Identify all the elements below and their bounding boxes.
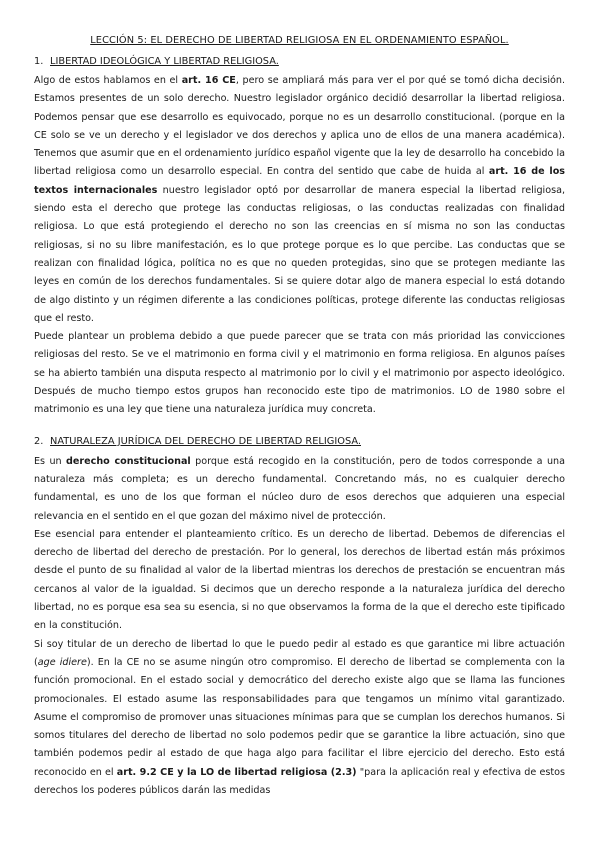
text-run: Si soy titular de un derecho de libertad lo que le puedo pedir al estado es que garantice mi libre actuación ( [34,638,565,668]
italic-text: age idiere [37,656,87,668]
text-run: nuestro legislador optó por desarrollar de manera especial la libertad religiosa, siendo esta el derecho que protege las conductas religiosas, o las conductas realizadas con finalidad religiosa. Lo que está protegiendo el derecho no son las creencias en sí misma no son las conductas religiosas, si no su libre manifestación, es lo que protege porque es lo que percibe. Las conductas que se realizan con finalidad lógica, política no es que no queden protegidas, sino que se protegen mediante las leyes en común de los derechos fundamentales. Si se quiere dotar algo de manera especial lo está dotando de algo distinto y un régimen diferente a las condiciones políticas, protege diferente las conductas religiosas que el resto. [34,184,565,324]
text-run: "para la aplicación real y efectiva de estos derechos los poderes públicos darán las medidas [34,766,565,796]
bold-text: art. 9.2 CE y la LO de libertad religiosa (2.3) [116,766,357,778]
section-2-paragraph-1 [34,453,565,526]
section-2-paragraph-2 [34,526,565,636]
section-1-body [34,72,565,420]
bold-text: art. 16 de los textos internacionales [34,166,565,196]
text-run: Algo de estos hablamos en el [34,75,182,86]
section-2-heading-text: NATURALEZA JURÍDICA DEL DERECHO DE LIBERTAD RELIGIOSA. [50,435,361,447]
bold-text: art. 16 CE [181,75,236,86]
text-run: ). En la CE no se asume ningún otro compromiso. El derecho de libertad se complementa con la función promocional. En el estado social y democrático del derecho existe algo que se llama las funciones promocionales. El estado asume las responsabilidades para que tengamos un mínimo vital garantizado. Asume el compromiso de promover unas situaciones mínimas para que se cumplan los derechos humanos. Si somos titulares del derecho de libertad no solo podemos pedir que se garantice la libre actuación, sino que también podemos pedir al estado de que haga algo para facilitar el libre ejercicio del derecho. Esto está reconocido en el [34,656,566,778]
section-1-paragraph-2 [34,328,565,419]
section-1-heading-text: LIBERTAD IDEOLÓGICA Y LIBERTAD RELIGIOSA. [50,56,279,67]
text-run: Puede plantear un problema debido a que puede parecer que se trata con más prioridad las convicciones religiosas del resto. Se ve el matrimonio en forma civil y el matrimonio en forma religiosa. En algunos países se ha abierto también una disputa respecto al matrimonio por lo civil y el matrimonio por aspecto ideológico. Después de mucho tiempo estos grupos han reconocido este tipo de matrimonios. LO de 1980 sobre el matrimonio es una ley que tiene una naturaleza jurídica muy concreta. [34,331,565,416]
text-run: porque está recogido en la constitución, pero de todos corresponde a una naturaleza más completa; es un derecho fundamental. Concretando más, no es cualquier derecho fundamental, es uno de los que forman el núcleo duro de esos derechos que adquieren una especial relevancia en el sentido en el que gozan del máximo nivel de protección. [34,455,565,522]
text-run: Ese esencial para entender el planteamiento crítico. Es un derecho de libertad. Debemos de diferencias el derecho de libertad del derecho de prestación. Por lo general, los derechos de libertad están más próximos desde el punto de su finalidad al valor de la libertad mientras los derechos de prestación se encuentran más cercanos al valor de la igualdad. Si decimos que un derecho responde a la naturaleza jurídica del derecho libertad, no es porque esa sea su esencia, si no que observamos la forma de la que el derecho este tipificado en la constitución. [34,528,565,632]
document-title: LECCIÓN 5: EL DERECHO DE LIBERTAD RELIGIOSA EN EL ORDENAMIENTO ESPAÑOL. [90,35,509,46]
section-2-body [34,453,565,801]
bold-text: derecho constitucional [66,455,191,467]
section-1-heading [34,54,565,70]
text-run: , pero se ampliará más para ver el por qué se tomó dicha decisión. Estamos presentes de un solo derecho. Nuestro legislador orgánico decidió desarrollar la libertad religiosa. Podemos pensar que ese desarrollo es equivocado, porque no es un desarrollo constitucional. (porque en la CE solo se ve un derecho y el legislador ve dos derechos y aplica uno de ellos de una manera académica). Tenemos que asumir que en el ordenamiento jurídico español vigente que la ley de desarrollo ha concebido la libertad religiosa como un desarrollo especial. En contra del sentido que cabe de huida al [34,75,565,178]
section-1-number: 1. [34,56,44,67]
text-run: Es un [34,455,67,467]
section-2-paragraph-3 [34,636,565,801]
section-2-heading [34,434,565,450]
section-2-number: 2. [34,435,44,447]
section-1-paragraph-1 [34,72,565,328]
